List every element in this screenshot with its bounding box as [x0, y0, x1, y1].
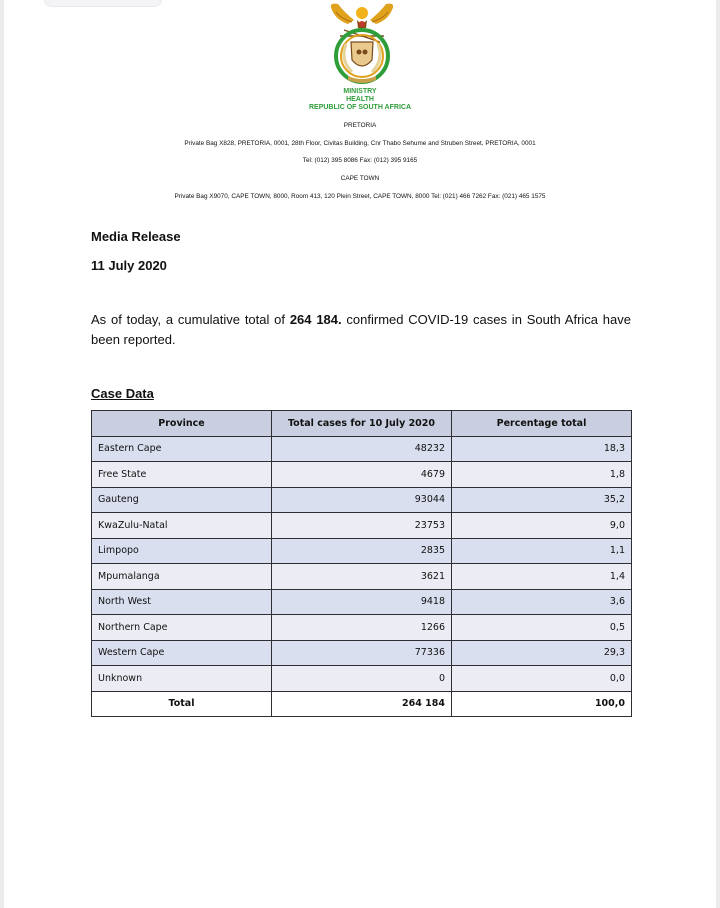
province-cell: Eastern Cape — [92, 436, 272, 462]
cases-cell: 23753 — [272, 513, 452, 539]
address-pretoria: Private Bag X828, PRETORIA, 0001, 28th Floor, Civitas Building, Cnr Thabo Sehume and Struben Street, PRETORIA, 0001 — [184, 140, 536, 147]
table-row — [92, 589, 632, 615]
percentage-cell: 1,8 — [452, 462, 632, 488]
total-cases: 264 184 — [272, 691, 452, 717]
table-total-row — [92, 691, 632, 717]
address-cape-town: Private Bag X9070, CAPE TOWN, 8000, Room 413, 120 Plein Street, CAPE TOWN, 8000 Tel: (021) 466 7262 Fax: (021) 465 1575 — [174, 193, 546, 200]
percentage-cell: 0,5 — [452, 615, 632, 641]
province-cell: Unknown — [92, 666, 272, 692]
header-percentage: Percentage total — [452, 411, 632, 437]
table-row — [92, 564, 632, 590]
case-data-title: Case Data — [91, 386, 154, 401]
percentage-cell: 18,3 — [452, 436, 632, 462]
cases-cell: 9418 — [272, 589, 452, 615]
percentage-cell: 3,6 — [452, 589, 632, 615]
paragraph-text-start: As of today, a cumulative total of — [91, 312, 290, 327]
paragraph-text-end: confirmed COVID-19 cases in South Africa have been reported. — [91, 312, 631, 347]
header-province: Province — [92, 411, 272, 437]
province-cell: KwaZulu-Natal — [92, 513, 272, 539]
province-cell: North West — [92, 589, 272, 615]
document-page — [4, 0, 716, 908]
percentage-cell: 0,0 — [452, 666, 632, 692]
province-cell: Free State — [92, 462, 272, 488]
total-percentage: 100,0 — [452, 691, 632, 717]
province-cell: Gauteng — [92, 487, 272, 513]
city-cape-town: CAPE TOWN — [340, 175, 380, 182]
cases-cell: 1266 — [272, 615, 452, 641]
cases-cell: 93044 — [272, 487, 452, 513]
cases-cell: 0 — [272, 666, 452, 692]
total-label: Total — [92, 691, 272, 717]
department-label: HEALTH — [346, 96, 374, 103]
percentage-cell: 1,1 — [452, 538, 632, 564]
city-pretoria: PRETORIA — [343, 122, 377, 129]
table-header-row — [92, 411, 632, 437]
case-data-table — [91, 410, 632, 717]
release-date: 11 July 2020 — [91, 258, 167, 273]
province-cell: Western Cape — [92, 640, 272, 666]
province-cell: Mpumalanga — [92, 564, 272, 590]
country-label: REPUBLIC OF SOUTH AFRICA — [308, 104, 412, 111]
header-total-cases: Total cases for 10 July 2020 — [272, 411, 452, 437]
province-cell: Northern Cape — [92, 615, 272, 641]
window-tab[interactable] — [44, 0, 162, 7]
table-row — [92, 487, 632, 513]
cases-cell: 77336 — [272, 640, 452, 666]
cumulative-total: 264 184. — [289, 312, 342, 327]
cases-cell: 48232 — [272, 436, 452, 462]
table-row — [92, 436, 632, 462]
table-row — [92, 462, 632, 488]
table-row — [92, 666, 632, 692]
release-title: Media Release — [91, 229, 181, 244]
province-cell: Limpopo — [92, 538, 272, 564]
table-row — [92, 538, 632, 564]
table-row — [92, 513, 632, 539]
cases-cell: 3621 — [272, 564, 452, 590]
phone-pretoria: Tel: (012) 395 8086 Fax: (012) 395 9165 — [302, 157, 418, 164]
percentage-cell: 1,4 — [452, 564, 632, 590]
ministry-label: MINISTRY — [343, 88, 377, 95]
percentage-cell: 35,2 — [452, 487, 632, 513]
coat-of-arms-emblem — [326, 0, 398, 88]
release-paragraph — [91, 310, 631, 350]
cases-cell: 4679 — [272, 462, 452, 488]
table-row — [92, 640, 632, 666]
percentage-cell: 29,3 — [452, 640, 632, 666]
table-row — [92, 615, 632, 641]
percentage-cell: 9,0 — [452, 513, 632, 539]
cases-cell: 2835 — [272, 538, 452, 564]
